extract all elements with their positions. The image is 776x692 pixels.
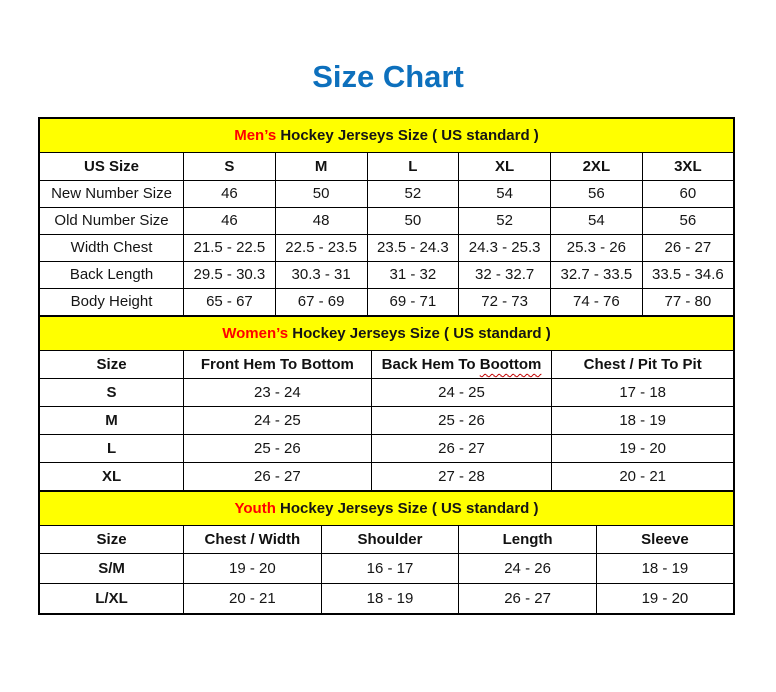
size-cell: 18 - 19 [321, 583, 459, 614]
table-row-womens-l [39, 434, 734, 462]
misspelled-word: Boottom [479, 355, 542, 373]
size-cell: 67 - 69 [275, 288, 367, 315]
womens-section-title-text: Hockey Jerseys Size ( US standard ) [288, 324, 551, 342]
size-cell: 22.5 - 23.5 [275, 234, 367, 261]
column-header-xl: XL [459, 152, 551, 180]
size-cell: 60 [642, 180, 734, 207]
womens-section-header-row [39, 316, 734, 350]
size-cell: 29.5 - 30.3 [184, 261, 276, 288]
mens-section-header-row [39, 118, 734, 153]
womens-column-header-row [39, 350, 734, 378]
size-cell: 46 [184, 180, 276, 207]
table-row-body-height [39, 288, 734, 315]
row-label: S [39, 378, 184, 406]
size-chart-tables [38, 117, 735, 615]
row-label: Body Height [39, 288, 184, 315]
size-cell: 23 - 24 [184, 378, 372, 406]
row-label: L [39, 434, 184, 462]
size-cell: 24 - 26 [459, 553, 597, 583]
size-cell: 46 [184, 207, 276, 234]
size-cell: 30.3 - 31 [275, 261, 367, 288]
size-cell: 69 - 71 [367, 288, 459, 315]
size-cell: 16 - 17 [321, 553, 459, 583]
column-header-length: Length [459, 525, 597, 553]
size-cell: 19 - 20 [552, 434, 734, 462]
size-cell: 24.3 - 25.3 [459, 234, 551, 261]
size-cell: 20 - 21 [552, 462, 734, 490]
youth-section-title-text: Hockey Jerseys Size ( US standard ) [275, 499, 539, 517]
size-cell: 26 - 27 [642, 234, 734, 261]
size-cell: 25 - 26 [184, 434, 372, 462]
column-header-size: Size [39, 525, 184, 553]
size-cell: 54 [550, 207, 642, 234]
size-cell: 52 [459, 207, 551, 234]
womens-section-title [39, 316, 734, 350]
table-row-new-number-size [39, 180, 734, 207]
size-cell: 27 - 28 [371, 462, 552, 490]
size-cell: 18 - 19 [552, 406, 734, 434]
size-cell: 33.5 - 34.6 [642, 261, 734, 288]
size-cell: 26 - 27 [184, 462, 372, 490]
mens-section-title-text: Hockey Jerseys Size ( US standard ) [276, 126, 539, 144]
row-label: XL [39, 462, 184, 490]
column-header-us-size: US Size [39, 152, 184, 180]
column-header-shoulder: Shoulder [321, 525, 459, 553]
size-cell: 50 [275, 180, 367, 207]
table-row-womens-m [39, 406, 734, 434]
table-row-youth-sm [39, 553, 734, 583]
row-label: M [39, 406, 184, 434]
size-cell: 20 - 21 [184, 583, 322, 614]
size-cell: 72 - 73 [459, 288, 551, 315]
row-label: New Number Size [39, 180, 184, 207]
mens-section-title [39, 118, 734, 153]
size-cell: 25 - 26 [371, 406, 552, 434]
size-cell: 21.5 - 22.5 [184, 234, 276, 261]
mens-section-title-highlight: Men’s [234, 126, 277, 144]
youth-section-title [39, 491, 734, 525]
size-cell: 23.5 - 24.3 [367, 234, 459, 261]
column-header-2xl: 2XL [550, 152, 642, 180]
column-header-3xl: 3XL [642, 152, 734, 180]
mens-column-header-row [39, 152, 734, 180]
size-cell: 32 - 32.7 [459, 261, 551, 288]
size-cell: 56 [642, 207, 734, 234]
size-cell: 32.7 - 33.5 [550, 261, 642, 288]
size-cell: 19 - 20 [596, 583, 734, 614]
column-header-sleeve: Sleeve [596, 525, 734, 553]
youth-section-header-row [39, 491, 734, 525]
column-header-front-hem: Front Hem To Bottom [184, 350, 372, 378]
page-title: Size Chart [312, 59, 464, 94]
youth-size-table [38, 491, 735, 615]
column-header-chest-width: Chest / Width [184, 525, 322, 553]
column-header-back-hem-text: Back Hem To [381, 355, 480, 373]
row-label: Back Length [39, 261, 184, 288]
row-label: Width Chest [39, 234, 184, 261]
size-cell: 65 - 67 [184, 288, 276, 315]
size-cell: 74 - 76 [550, 288, 642, 315]
size-cell: 19 - 20 [184, 553, 322, 583]
size-cell: 24 - 25 [184, 406, 372, 434]
size-cell: 24 - 25 [371, 378, 552, 406]
row-label: L/XL [39, 583, 184, 614]
column-header-l: L [367, 152, 459, 180]
table-row-womens-xl [39, 462, 734, 490]
row-label: Old Number Size [39, 207, 184, 234]
youth-column-header-row [39, 525, 734, 553]
mens-size-table [38, 117, 735, 316]
column-header-back-hem [371, 350, 552, 378]
size-cell: 54 [459, 180, 551, 207]
womens-section-title-highlight: Women’s [222, 324, 289, 342]
size-cell: 26 - 27 [371, 434, 552, 462]
table-row-youth-lxl [39, 583, 734, 614]
size-cell: 56 [550, 180, 642, 207]
row-label: S/M [39, 553, 184, 583]
table-row-width-chest [39, 234, 734, 261]
womens-size-table [38, 316, 735, 491]
column-header-size: Size [39, 350, 184, 378]
table-row-back-length [39, 261, 734, 288]
size-cell: 77 - 80 [642, 288, 734, 315]
table-row-womens-s [39, 378, 734, 406]
size-cell: 17 - 18 [552, 378, 734, 406]
size-cell: 18 - 19 [596, 553, 734, 583]
youth-section-title-highlight: Youth [234, 499, 276, 517]
size-cell: 26 - 27 [459, 583, 597, 614]
size-cell: 50 [367, 207, 459, 234]
column-header-m: M [275, 152, 367, 180]
column-header-chest-pit: Chest / Pit To Pit [552, 350, 734, 378]
column-header-s: S [184, 152, 276, 180]
size-cell: 31 - 32 [367, 261, 459, 288]
size-cell: 52 [367, 180, 459, 207]
table-row-old-number-size [39, 207, 734, 234]
size-cell: 25.3 - 26 [550, 234, 642, 261]
size-cell: 48 [275, 207, 367, 234]
